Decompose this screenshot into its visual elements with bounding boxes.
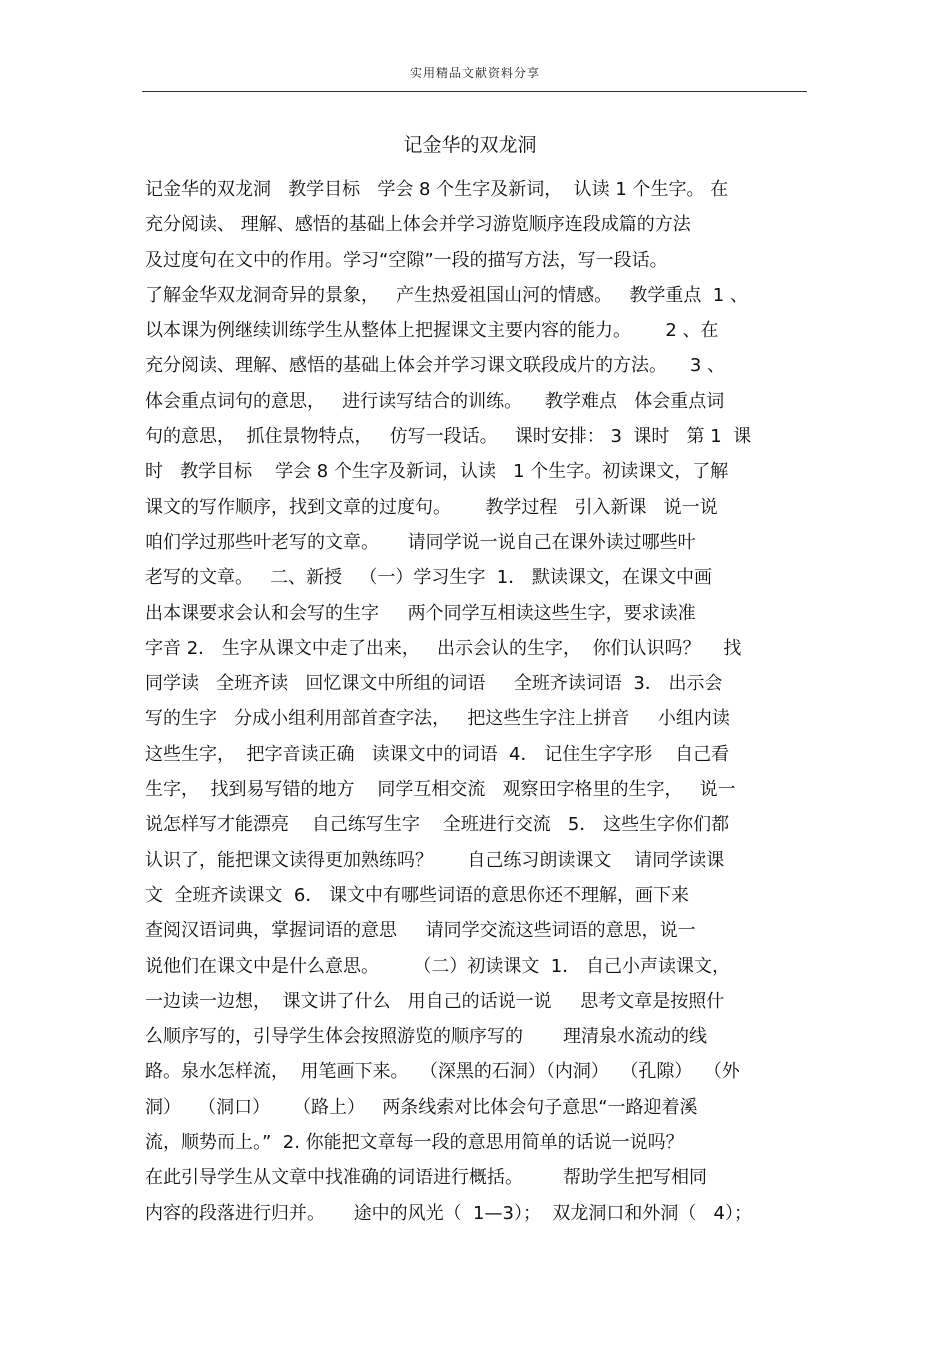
body-line: 时 教学目标 学会 8 个生字及新词，认读 1 个生字。初读课文，了解 [145, 461, 729, 483]
body-line: 查阅汉语词典，掌握词语的意思 请同学交流这些词语的意思，说一 [145, 920, 696, 942]
body-line: 认识了，能把课文读得更加熟练吗？ 自己练习朗读课文 请同学读课 [145, 849, 725, 871]
body-line: 课文的写作顺序，找到文章的过度句。 教学过程 引入新课 说一说 [145, 496, 718, 518]
document-body [145, 172, 825, 1231]
page-header: 实用精品文献资料分享 [409, 66, 540, 80]
body-line: 路。泉水怎样流， 用笔画下来。 （深黑的石洞）（内洞） （孔隙） （外 [145, 1061, 740, 1083]
body-line: 生字， 找到易写错的地方 同学互相交流 观察田字格里的生字， 说一 [145, 779, 736, 801]
body-line: 记金华的双龙洞 教学目标 学会 8 个生字及新词， 认读 1 个生字。 在 [145, 179, 729, 200]
body-line: 文 全班齐读课文 6． 课文中有哪些词语的意思你还不理解，画下来 [145, 884, 690, 906]
body-line: 字音 2． 生字从课文中走了出来， 出示会认的生字， 你们认识吗？ 找 [145, 637, 742, 659]
body-line: 及过度句在文中的作用。学习“空隙”一段的描写方法，写一段话。 [145, 249, 668, 271]
body-line: 出本课要求会认和会写的生字 两个同学互相读这些生字，要求读准 [145, 602, 696, 624]
body-line: 咱们学过那些叶老写的文章。 请同学说一说自己在课外读过哪些叶 [145, 531, 696, 553]
body-line: 体会重点词句的意思， 进行读写结合的训练。 教学难点 体会重点词 [145, 390, 725, 412]
body-line: 充分阅读、 理解、感悟的基础上体会并学习游览顺序连段成篇的方法 [145, 214, 691, 236]
body-line: 内容的段落进行归并。 途中的风光（ 1—3）； 双龙洞口和外洞（ 4）； [145, 1202, 753, 1224]
body-line: 写的生字 分成小组利用部首查字法， 把这些生字注上拼音 小组内读 [145, 708, 730, 730]
body-line: 充分阅读、理解、感悟的基础上体会并学习课文联段成片的方法。 3 、 [145, 355, 726, 377]
document-title: 记金华的双龙洞 [403, 134, 537, 156]
body-line: 一边读一边想， 课文讲了什么 用自己的话说一说 思考文章是按照什 [145, 990, 725, 1012]
body-line: 说怎样写才能漂亮 自己练写生字 全班进行交流 5． 这些生字你们都 [145, 814, 730, 836]
body-line: 说他们在课文中是什么意思。 （二）初读课文 1． 自己小声读课文， [145, 955, 730, 977]
body-line: 以本课为例继续训练学生从整体上把握课文主要内容的能力。 2 、在 [145, 320, 719, 342]
body-line: 在此引导学生从文章中找准确的词语进行概括。 帮助学生把写相同 [145, 1167, 708, 1189]
body-line: 了解金华双龙洞奇异的景象， 产生热爱祖国山河的情感。 教学重点 1 、 [145, 284, 748, 306]
body-line: 流，顺势而上。” 2. 你能把文章每一段的意思用简单的话说一说吗？ [145, 1132, 684, 1154]
body-line: 这些生字， 把字音读正确 读课文中的词语 4． 记住生字字形 自己看 [145, 743, 730, 765]
body-line: 么顺序写的，引导学生体会按照游览的顺序写的 理清泉水流动的线 [145, 1026, 708, 1048]
body-line: 句的意思， 抓住景物特点， 仿写一段话。 课时安排： 3 课时 第 1 课 [145, 426, 752, 448]
body-line: 老写的文章。 二、新授 （一）学习生字 1． 默读课文，在课文中画 [145, 567, 712, 589]
body-line: 洞） （洞口） （路上） 两条线索对比体会句子意思“一路迎着溪 [145, 1096, 698, 1118]
header-divider [142, 91, 807, 92]
body-line: 同学读 全班齐读 回忆课文中所组的词语 全班齐读词语 3． 出示会 [145, 673, 723, 695]
